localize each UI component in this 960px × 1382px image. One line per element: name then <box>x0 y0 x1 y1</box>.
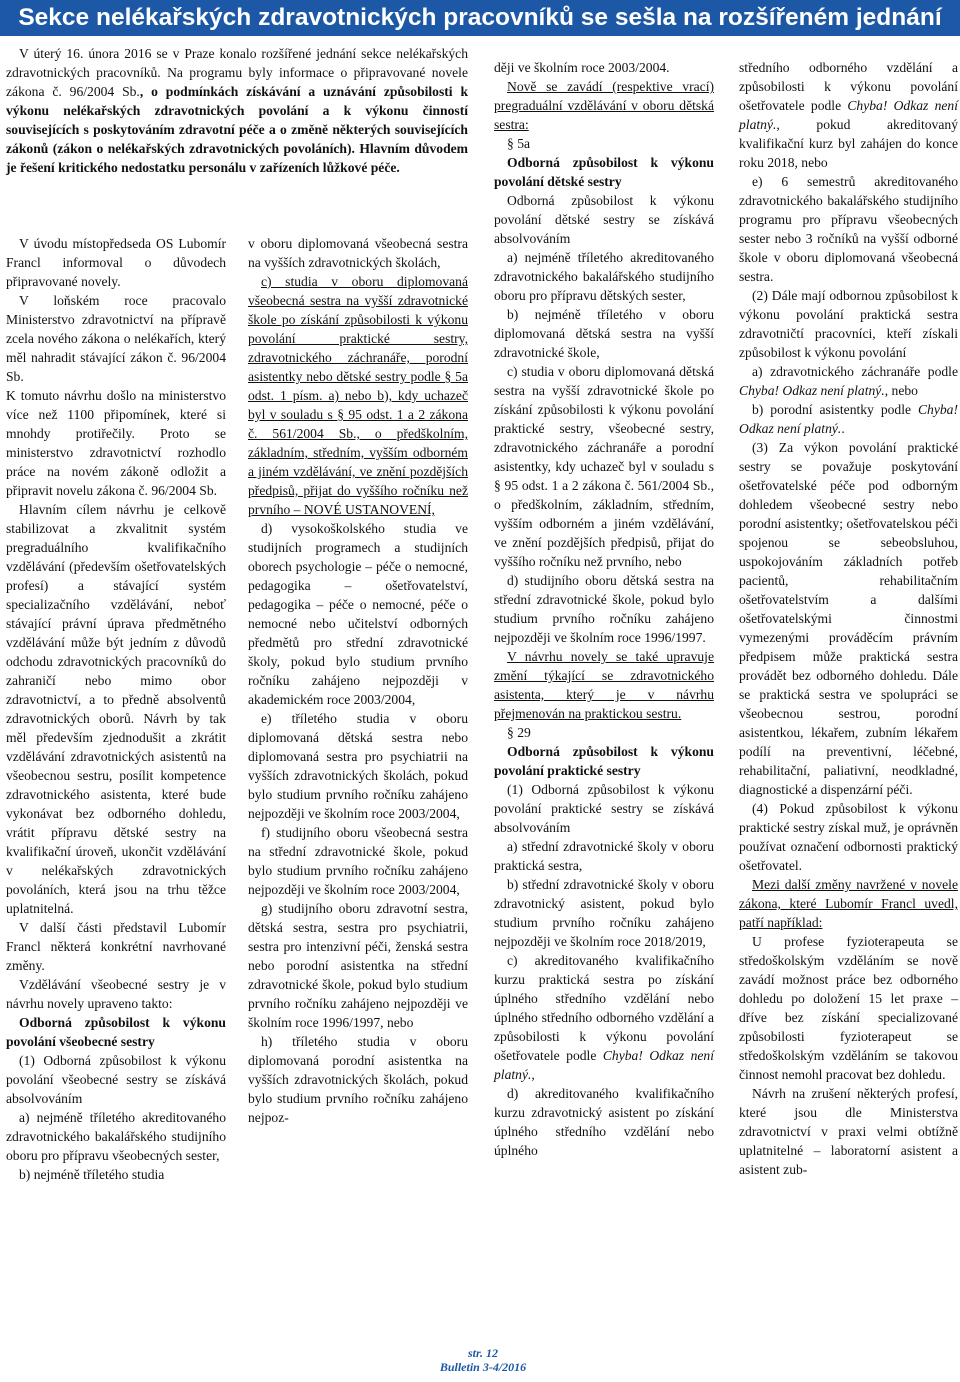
paragraph-underlined: V návrhu novely se také upravuje změní týkající se zdravotnického asistenta, který je v návrhu přejmenován na praktickou sestru. <box>494 649 714 721</box>
text: . <box>841 421 845 436</box>
paragraph: d) akreditovaného kvalifikačního kurzu zdravotnický asistent po získání úplného středního vzdělání nebo úplného <box>494 1086 714 1158</box>
paragraph <box>739 58 958 172</box>
paragraph: g) studijního oboru zdravotní sestra, dětská sestra, sestra pro psychiatrii, sestra pro intenzivní péči, ženská sestra nebo porodní asistentka na střední zdravotnické škole, pokud bylo studium prvního ročníku zahájeno nejpozději ve školním roce 1996/1997, nebo <box>248 901 468 1030</box>
paragraph: K tomuto návrhu došlo na ministerstvo více než 1100 připomínek, které si mnohdy protiřečily. Proto se ministerstvo zdravotnictví rozhodlo práce na novém zákoně odložit a připravit novelu zákona č. 96/2004 Sb. <box>6 388 226 498</box>
paragraph: (3) Za výkon povolání praktické sestry se považuje poskytování ošetřovatelské péče pod odborným dohledem všeobecné sestry nebo porodní asistentky; ošetřovatelskou péči spojenou se sebeobsluhou, uspokojováním základních potřeb pacientů, rehabilitačním ošetřovatelstvím a dalšími ošetřovatelskými činnostmi vymezenými prováděcím právním předpisem může praktická sestra provádět bez odborného dohledu. Dále se praktická sestra ve spolupráci se všeobecnou sestrou, porodní asistentkou, lékařem, zubním lékařem podílí na preventivní, léčebné, rehabilitační, paliativní, neodkladné, diagnostické a dispenzární péči. <box>739 440 958 797</box>
paragraph: V loňském roce pracovalo Ministerstvo zdravotnictví na přípravě zcela nového zákona o nelékařích, který měl nahradit stávající zákon č. 96/2004 Sb. <box>6 293 226 384</box>
text: , nebo <box>884 383 918 398</box>
paragraph: (1) Odborná způsobilost k výkonu povolání všeobecné sestry se získává absolvováním <box>6 1053 226 1106</box>
lead-plain: V úterý 16. února 2016 se v Praze konalo rozšířené jednání sekce nelékařských zdravotnických pracovníků. Na programu byly informace o připravované novele zákona č. 96/2004 Sb. <box>6 46 468 99</box>
column-2 <box>248 234 468 1127</box>
paragraph: a) nejméně tříletého akreditovaného zdravotnického bakalářského studijního oboru pro přípravu všeobecných sester, <box>6 1110 226 1163</box>
paragraph: h) tříletého studia v oboru diplomovaná porodní asistentka na vyšších zdravotnických školách, pokud bylo studium prvního ročníku zahájeno nejpoz- <box>248 1034 468 1125</box>
paragraph: b) nejméně tříletého studia <box>19 1167 165 1182</box>
paragraph <box>494 951 714 1084</box>
paragraph: v oboru diplomovaná všeobecná sestra na vyšších zdravotnických školách, <box>248 236 468 270</box>
paragraph: b) střední zdravotnické školy v oboru zdravotnický asistent, pokud bylo studium prvního ročníku zahájeno nejpozději ve školním roce 2018/2019, <box>494 877 714 949</box>
paragraph: Vzdělávání všeobecné sestry je v návrhu novely upraveno takto: <box>6 977 226 1011</box>
paragraph: Návrh na zrušení některých profesí, které jsou dle Ministerstva zdravotnictví v praxi velmi obtížně uplatnitelné – laboratorní asistent a asistent zub- <box>739 1086 958 1177</box>
paragraph: U profese fyzioterapeuta se středoškolským vzděláním se nově zavádí možnost práce bez odborného dohledu po doložení 15 let praxe – dříve bez získání specializované způsobilosti fyzioterapeut se středoškolským vzděláním se takovou činnost nemohl pracovat bez dohledu. <box>739 934 958 1082</box>
text: , pokud akreditovaný kvalifikační kurz byl zahájen do konce roku 2018, nebo <box>739 117 958 170</box>
paragraph: e) tříletého studia v oboru diplomovaná dětská sestra nebo diplomovaná sestra pro psychiatrii na vyšších zdravotnických školách, pokud bylo studium prvního ročníku zahájeno nejpozději ve školním roce 2003/2004, <box>248 711 468 821</box>
lead-bold: , o podmínkách získávání a uznávání způsobilosti k výkonu nelékařských zdravotnických povolání a k výkonu činností souvisejících s poskytováním zdravotní péče a o změně některých souvisejících zákonů (zákon o nelékařských zdravotnických povoláních). Hlavním důvodem je řešení kritického nedostatku personálu v zařízeních lůžkové péče. <box>6 84 468 175</box>
error-reference: Chyba! Odkaz není platný. <box>739 98 958 132</box>
text: b) porodní asistentky podle <box>752 402 918 417</box>
paragraph: (2) Dále mají odbornou způsobilost k výkonu povolání praktická sestra zdravotničtí pracovníci, kteří získali způsobilost k výkonu povolání <box>739 288 958 360</box>
section-heading: Odborná způsobilost k výkonu povolání všeobecné sestry <box>6 1015 226 1049</box>
column-1 <box>6 234 226 1184</box>
paragraph: c) studia v oboru diplomovaná dětská sestra na vyšší zdravotnické škole po získání způsobilosti k výkonu povolání praktické sestry, všeobecné sestry, zdravotnického záchranáře a porodní asistentky, kdy uchazeč byl v souladu s § 95 odst. 1 a 2 zákona č. 561/2004 Sb., o předškolním, základním, středním, vyšším odborném a jiném vzdělávání, ve znění pozdějších předpisů, přijat do vyššího ročníku než prvního, nebo <box>494 364 714 569</box>
error-reference: Chyba! Odkaz není platný. <box>739 402 958 436</box>
text: a) zdravotnického záchranáře podle <box>752 364 958 379</box>
paragraph: (1) Odborná způsobilost k výkonu povolání praktické sestry se získává absolvováním <box>494 782 714 835</box>
article-lead <box>6 44 468 177</box>
page-number: str. 12 <box>467 1346 498 1360</box>
paragraph-underlined: c) studia v oboru diplomovaná všeobecná sestra na vyšší zdravotnické škole po získání způsobilosti k výkonu povolání praktické sestry, zdravotnického záchranáře, porodní asistentky nebo dětské sestry podle § 5a odst. 1 písm. a) nebo b), kdy uchazeč byl v souladu s § 95 odst. 1 a 2 zákona č. 561/2004 Sb., o předškolním, základním, středním, vyšším odborném a jiném vzdělávání, ve znění pozdějších předpisů, přijat do vyššího ročníku než prvního – NOVÉ USTANOVENÍ, <box>248 274 468 517</box>
paragraph: V úvodu místopředseda OS Lubomír Francl informoval o důvodech připravované novely. <box>6 236 226 289</box>
text: c) akreditovaného kvalifikačního kurzu praktická sestra po získání úplného středního vzdělání nebo úplného středního odborného vzdělání a způsobilosti k výkonu povolání ošetřovatele podle <box>494 953 714 1063</box>
paragraph-underlined: Mezi další změny navržené v novele zákona, které Lubomír Francl uvedl, patří například: <box>739 877 958 930</box>
paragraph: e) 6 semestrů akreditovaného zdravotnického bakalářského studijního programu pro přípravu všeobecných sester nebo 3 ročníků na vyšší odborné škole v oboru diplomovaná všeobecná sestra. <box>739 174 958 284</box>
error-reference: Chyba! Odkaz není platný. <box>494 1048 714 1082</box>
text: , <box>531 1067 535 1082</box>
paragraph: f) studijního oboru všeobecná sestra na střední zdravotnické škole, pokud bylo studium prvního ročníku zahájeno nejpozději ve školním roce 2003/2004, <box>248 825 468 897</box>
paragraph: d) vysokoškolského studia ve studijních programech a studijních oborech psychologie – péče o nemocné, pedagogika – ošetřovatelství, pedagogika – péče o nemocné, péče o nemocné nebo učitelství odborných předmětů pro střední zdravotnické školy, pokud bylo studium prvního ročníku zahájeno nejpozději v akademickém roce 2003/2004, <box>248 521 468 707</box>
section-heading: Odborná způsobilost k výkonu povolání praktické sestry <box>494 744 714 778</box>
paragraph: Odborná způsobilost k výkonu povolání dětské sestry se získává absolvováním <box>494 193 714 246</box>
paragraph: V další části představil Lubomír Francl některá konkrétní navrhované změny. <box>6 920 226 973</box>
column-3 <box>494 58 714 1160</box>
paragraph: d) studijního oboru dětská sestra na střední zdravotnické škole, pokud bylo studium prvního ročníku zahájeno nejpozději ve školním roce 1996/1997. <box>494 573 714 645</box>
error-reference: Chyba! Odkaz není platný. <box>739 383 885 398</box>
paragraph <box>739 400 958 438</box>
section-heading: Odborná způsobilost k výkonu povolání dětské sestry <box>494 155 714 189</box>
section-number: § 29 <box>507 725 531 740</box>
paragraph: a) střední zdravotnické školy v oboru praktická sestra, <box>494 839 714 873</box>
article-title: Sekce nelékařských zdravotnických pracovníků se sešla na rozšířeném jednání <box>0 0 960 36</box>
text: středního odborného vzdělání a způsobilosti k výkonu povolání ošetřovatele podle <box>739 60 958 113</box>
section-number: § 5a <box>507 136 531 151</box>
paragraph: a) nejméně tříletého akreditovaného zdravotnického bakalářského studijního oboru pro přípravu dětských sester, <box>494 250 714 303</box>
bulletin-issue: Bulletin 3-4/2016 <box>439 1360 527 1374</box>
lead-paragraph <box>6 44 468 177</box>
paragraph: b) nejméně tříletého v oboru diplomovaná dětská sestra na vyšší zdravotnické škole, <box>494 307 714 360</box>
page-footer <box>438 1346 528 1374</box>
paragraph: (4) Pokud způsobilost k výkonu praktické sestry získal muž, je oprávněn používat označení odbornosti praktický ošetřovatel. <box>739 801 958 873</box>
paragraph: ději ve školním roce 2003/2004. <box>494 60 670 75</box>
paragraph: Hlavním cílem návrhu je celkově stabilizovat a zkvalitnit systém pregraduálního kvalifikačního vzdělávání (především ošetřovatelských profesí) a stávající systém specializačního vzdělávání, neboť stávající právní úprava předmětného vzdělávání může být jedním z důvodů odchodu zdravotnických pracovníků do zahraničí nebo mimo obor zdravotnictví, a to předně absolventů zdravotnických oborů. Návrh by tak měl především zjednodušit a zkrátit vzdělávání zdravotnických asistentů na všeobecnou sestru, posílit kompetence zdravotnického asistenta, které bude vykonávat bez odborného dohledu, vrátit přípravu dětské sestry na kvalifikační úroveň, ukončit vzdělávání v nelékařských zdravotnických povoláních, která jsou na trhu těžce uplatnitelná. <box>6 502 226 916</box>
paragraph <box>739 362 958 400</box>
column-4 <box>739 58 958 1179</box>
paragraph-underlined: Nově se zavádí (respektive vrací) pregraduální vzdělávání v oboru dětská sestra: <box>494 79 714 132</box>
